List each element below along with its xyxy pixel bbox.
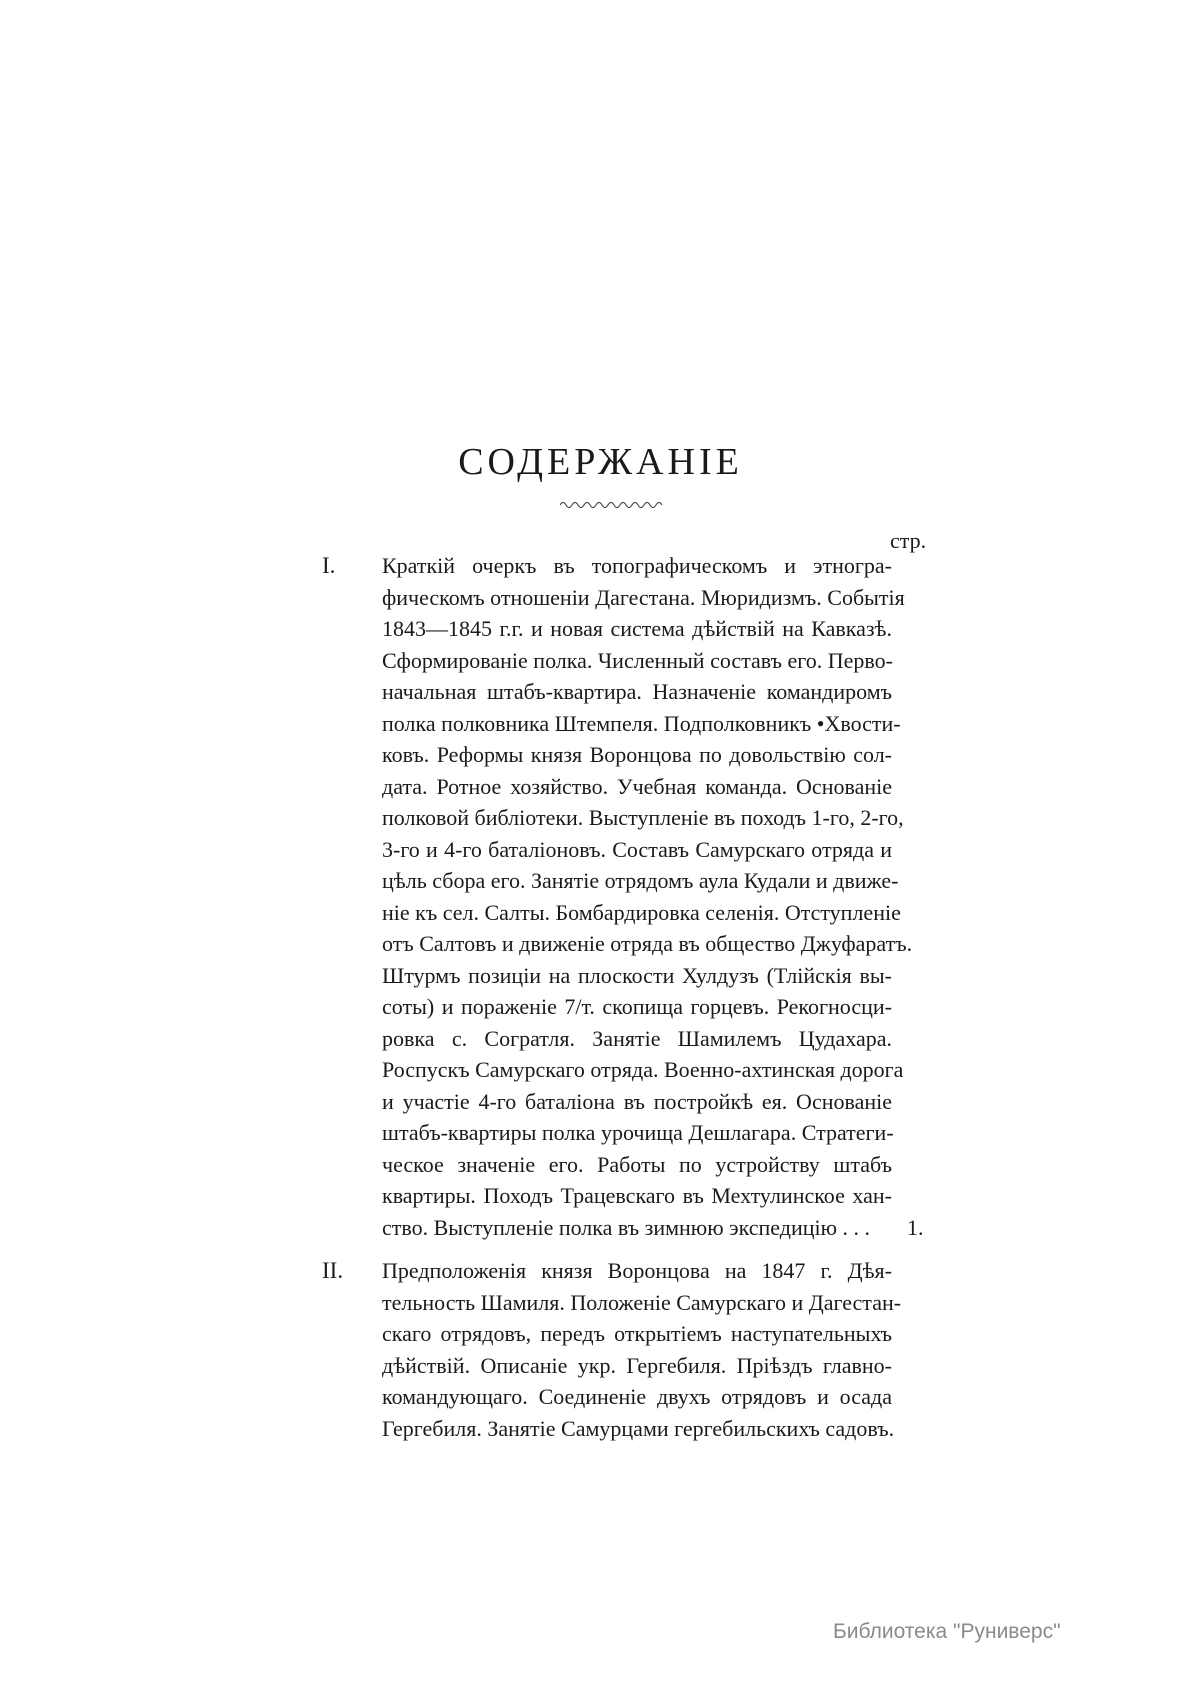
- summary-line: штабъ-квартиры полка урочища Дешлагара. Стратеги-: [382, 1120, 894, 1145]
- summary-line: квартиры. Походъ Трацевскаго въ Мехтулинское хан-: [382, 1183, 892, 1208]
- chapter-summary: [382, 550, 913, 1243]
- summary-line: 1843—1845 г.г. и новая система дѣйствій на Кавказѣ.: [382, 616, 892, 641]
- summary-line: дата. Ротное хозяйство. Учебная команда. Основаніе: [382, 773, 892, 799]
- summary-line: цѣль сбора его. Занятіе отрядомъ аула Кудали и движе-: [382, 868, 899, 893]
- summary-line: ство. Выступленіе полка въ зимнюю экспедицію . . .: [382, 1214, 871, 1240]
- summary-line: скаго отрядовъ, передъ открытіемъ наступательныхъ: [382, 1321, 892, 1346]
- page-title: СОДЕРЖАНІЕ: [458, 441, 743, 483]
- chapter-summary: [382, 1255, 902, 1444]
- summary-line: начальная штабъ-квартира. Назначеніе командиромъ: [382, 679, 892, 704]
- summary-line: Штурмъ позиціи на плоскости Хулдузъ (Тлійскія вы-: [382, 962, 892, 988]
- summary-line: полка полковника Штемпеля. Подполковникъ •Хвости-: [382, 710, 901, 736]
- summary-line: 3-го и 4-го баталіоновъ. Составъ Самурскаго отряда и: [382, 836, 892, 862]
- summary-line: ческое значеніе его. Работы по устройству штабъ: [382, 1151, 892, 1177]
- summary-line: Предположенія князя Воронцова на 1847 г. Дѣя-: [382, 1258, 892, 1283]
- page-number: 1.: [907, 1214, 924, 1240]
- toc-entry-2: [322, 1255, 922, 1444]
- summary-line: ковъ. Реформы князя Воронцова по довольствію сол-: [382, 742, 892, 767]
- summary-line: Сформированіе полка. Численный составъ его. Перво-: [382, 647, 893, 673]
- summary-line: Краткій очеркъ въ топографическомъ и этногра-: [382, 553, 892, 578]
- chapter-numeral: I.: [322, 553, 336, 578]
- summary-line: Роспускъ Самурскаго отряда. Военно-ахтинская дорога: [382, 1057, 904, 1082]
- summary-line: ровка с. Согратля. Занятіе Шамилемъ Цудахара.: [382, 1025, 892, 1051]
- title-ornament: [560, 500, 664, 510]
- chapter-numeral: II.: [322, 1258, 344, 1283]
- summary-line: Гергебиля. Занятіе Самурцами гергебильскихъ садовъ.: [382, 1415, 895, 1441]
- library-watermark: Библиотека "Руниверс": [833, 1620, 1061, 1643]
- summary-line: дѣйствій. Описаніе укр. Гергебиля. Пріѣздъ главно-: [382, 1352, 892, 1378]
- summary-line: полковой библіотеки. Выступленіе въ походъ 1-го, 2-го,: [382, 805, 904, 830]
- summary-line: ніе къ сел. Салты. Бомбардировка селенія. Отступленіе: [382, 899, 901, 925]
- page-column-label: стр.: [890, 528, 927, 553]
- summary-line: и участіе 4-го баталіона въ постройкѣ ея. Основаніе: [382, 1088, 892, 1114]
- summary-line: тельность Шамиля. Положеніе Самурскаго и Дагестан-: [382, 1289, 902, 1315]
- summary-line: отъ Салтовъ и движеніе отряда въ общество Джуфаратъ.: [382, 931, 913, 956]
- summary-line: фическомъ отношеніи Дагестана. Мюридизмъ. Событія: [382, 584, 905, 610]
- table-of-contents: [322, 550, 922, 1444]
- toc-entry-1: [322, 550, 922, 1243]
- summary-line: командующаго. Соединеніе двухъ отрядовъ и осада: [382, 1384, 892, 1409]
- summary-line: соты) и пораженіе 7/т. скопища горцевъ. Рекогносци-: [382, 994, 892, 1019]
